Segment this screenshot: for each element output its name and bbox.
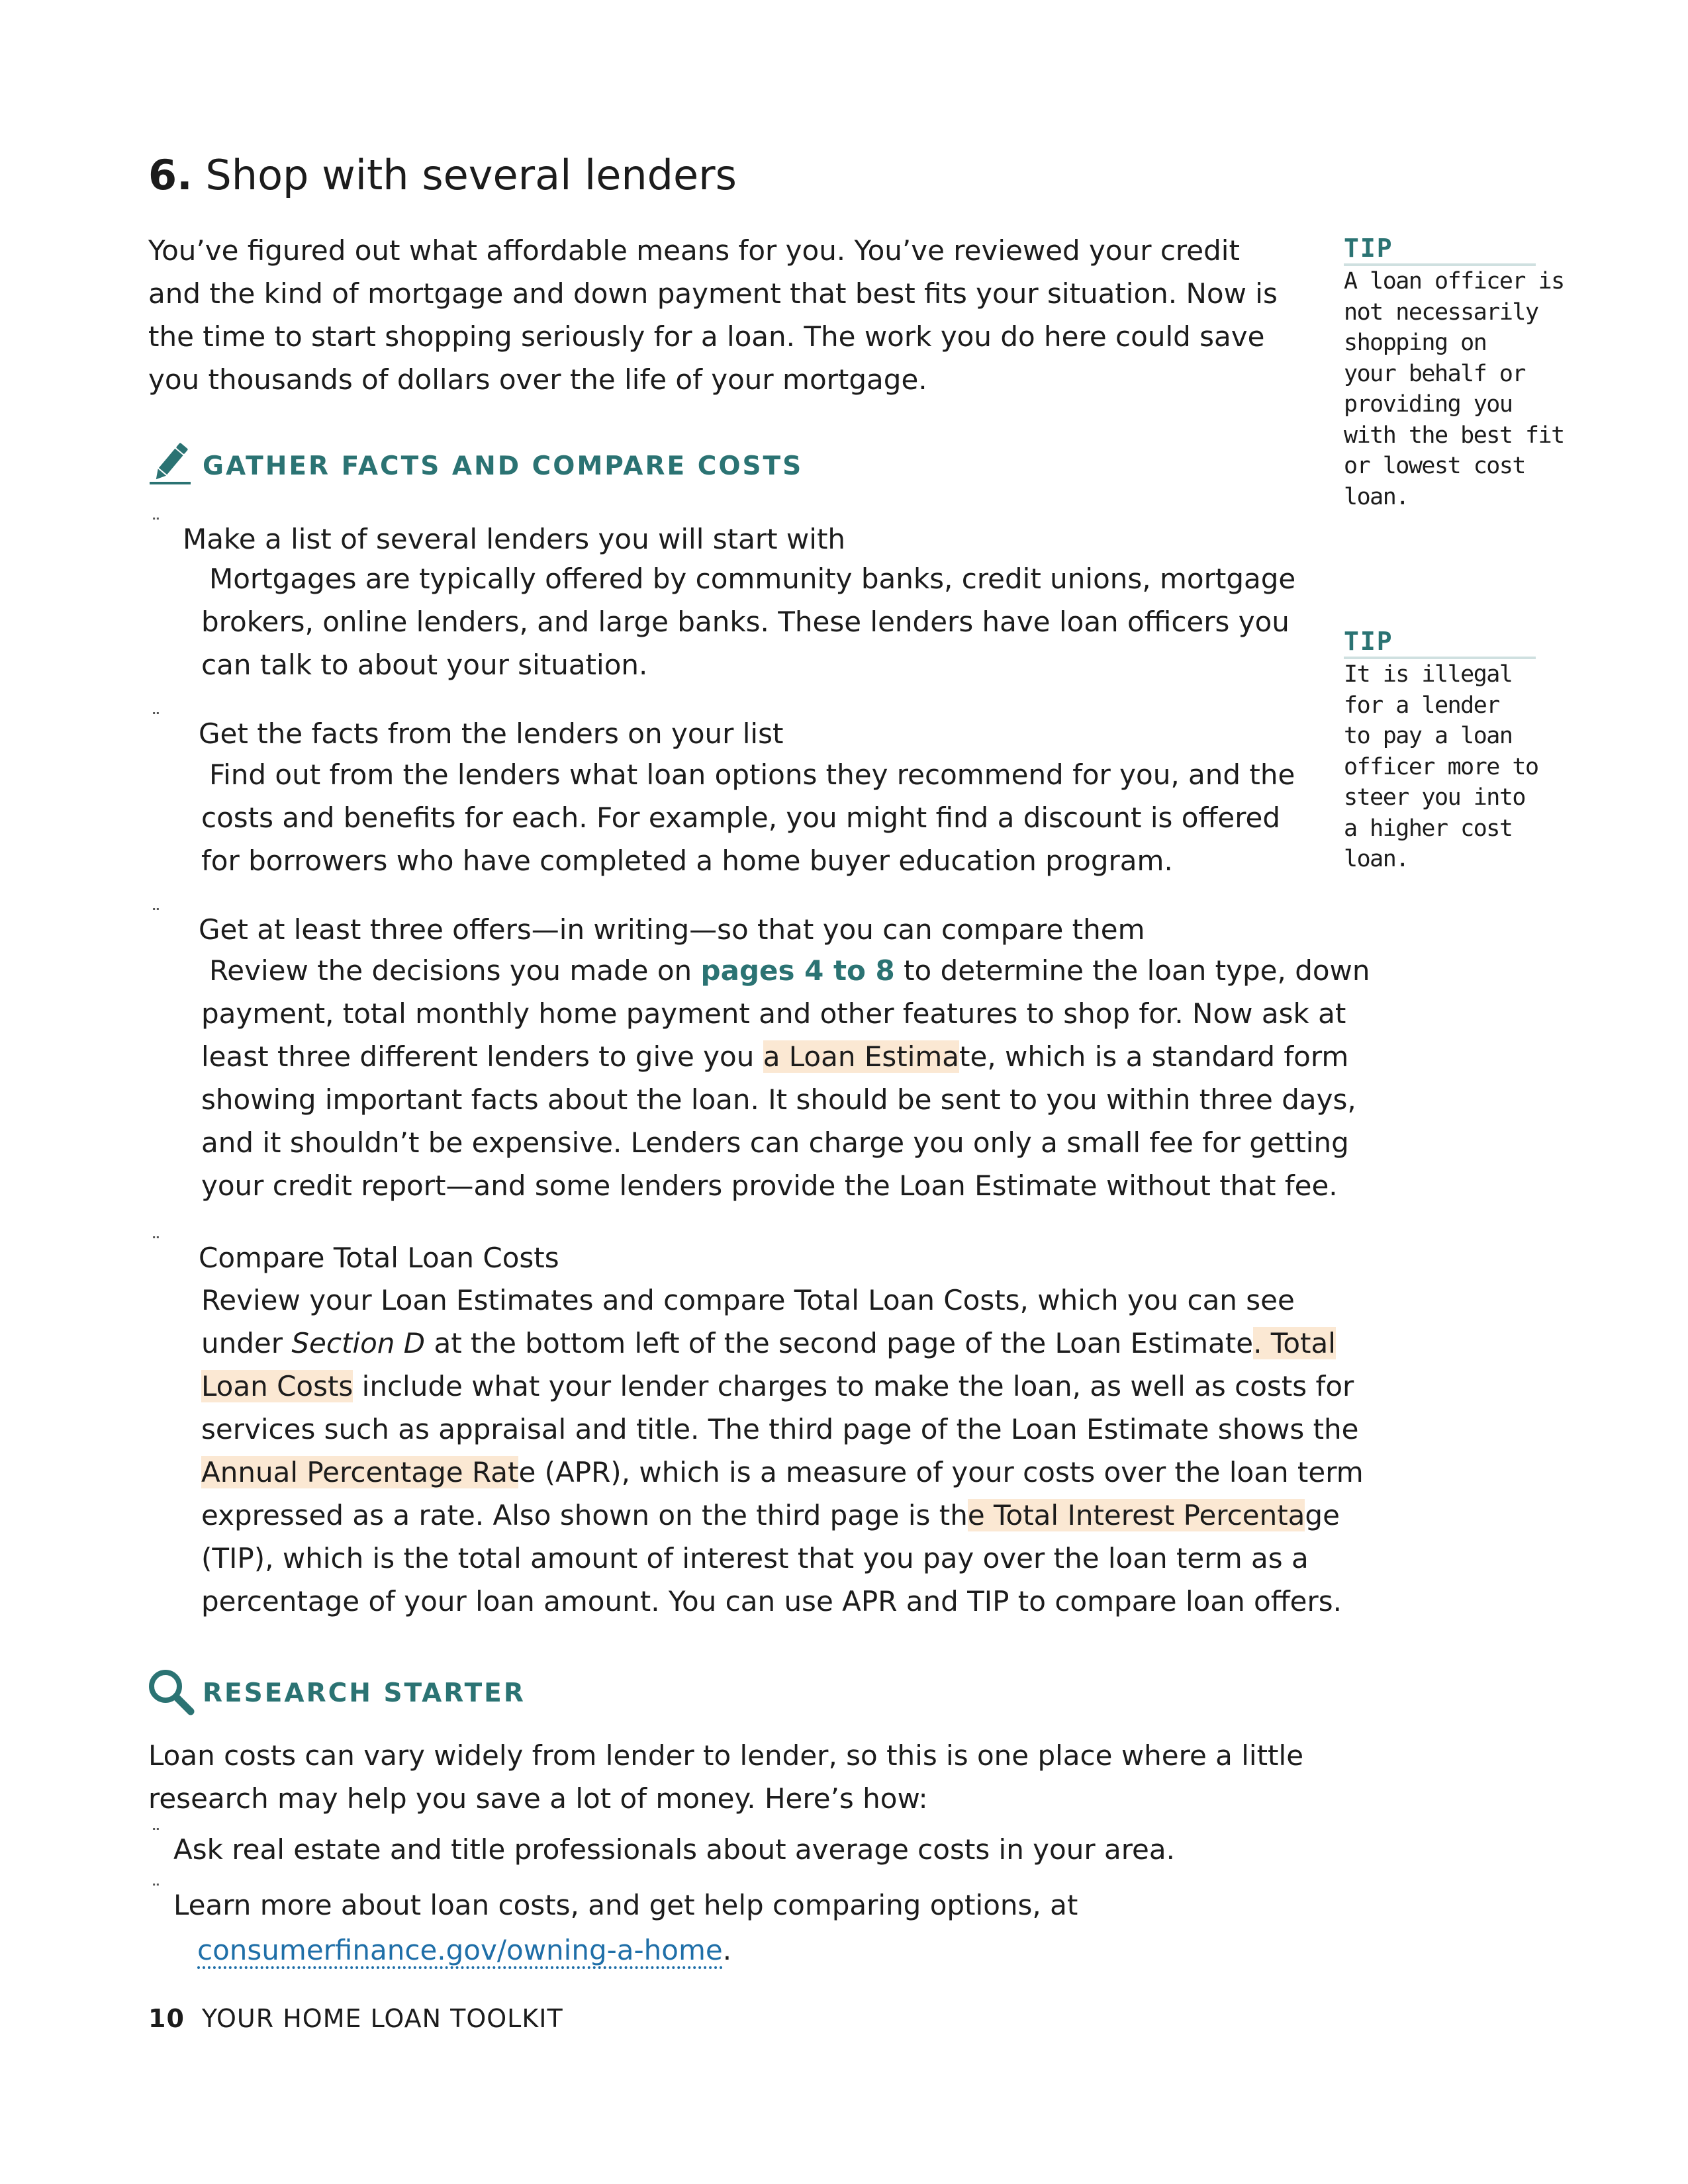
- body-text: expressed as a rate. Also shown on the third page is th: [201, 1499, 968, 1531]
- tip-text: [1344, 659, 1536, 875]
- highlighted-text: a Loan Estima: [763, 1040, 960, 1073]
- body-text: under: [201, 1327, 292, 1359]
- bullet-marker: ¨: [151, 515, 161, 538]
- list-item-title: Make a list of several lenders you will start with: [183, 523, 846, 555]
- bullet-marker: ¨: [151, 1234, 161, 1257]
- highlighted-text: e Total Interest Percenta: [967, 1499, 1305, 1531]
- link-suffix: .: [722, 1934, 732, 1966]
- body-line: Review your Loan Estimates and compare Total Loan Costs, which you can see: [201, 1284, 1295, 1316]
- tip-text: [1344, 266, 1564, 512]
- body-line: Find out from the lenders what loan options they recommend for you, and the: [209, 758, 1295, 791]
- tip-line: to pay a loan: [1344, 723, 1513, 749]
- body-text: at the bottom left of the second page of the Loan Estimate: [425, 1327, 1254, 1359]
- list-item-title: Get at least three offers—in writing—so that you can compare them: [199, 913, 1145, 946]
- research-link-line: [197, 1929, 731, 1972]
- bullet-marker: ¨: [151, 1881, 161, 1904]
- body-line: payment, total monthly home payment and other features to shop for. Now ask at: [201, 997, 1346, 1030]
- tip-line: providing you: [1344, 391, 1513, 418]
- highlighted-text: Loan Costs: [201, 1370, 353, 1402]
- body-line: costs and benefits for each. For example, you might find a discount is offered: [201, 801, 1281, 834]
- body-text: Review the decisions you made on: [209, 954, 701, 987]
- body-text: to determine the loan type, down: [894, 954, 1370, 987]
- research-section-heading: RESEARCH STARTER: [203, 1678, 526, 1708]
- body-line: Mortgages are typically offered by community banks, credit unions, mortgage: [209, 563, 1296, 595]
- pages-link[interactable]: pages 4 to 8: [700, 954, 895, 987]
- list-item-body: [201, 753, 1353, 882]
- list-item-body: [201, 557, 1353, 686]
- body-text: e (APR), which is a measure of your costs over the loan term: [518, 1456, 1364, 1488]
- tip-line: shopping on: [1344, 330, 1487, 356]
- tip-line: not necessarily: [1344, 298, 1538, 326]
- body-line: for borrowers who have completed a home buyer education program.: [201, 844, 1173, 877]
- tip-line: your behalf or: [1344, 360, 1526, 387]
- tip-line: a higher cost: [1344, 815, 1513, 842]
- consumerfinance-link[interactable]: consumerfinance.gov/owning-a-home: [197, 1934, 723, 1969]
- body-line: brokers, online lenders, and large banks. These lenders have loan officers you: [201, 606, 1289, 638]
- body-line: (TIP), which is the total amount of interest that you pay over the loan term as a: [201, 1542, 1309, 1574]
- list-item-title: Get the facts from the lenders on your list: [199, 717, 784, 750]
- bullet-marker: ¨: [151, 709, 161, 733]
- body-line: your credit report—and some lenders provide the Loan Estimate without that fee.: [201, 1169, 1338, 1202]
- section-title: Shop with several lenders: [205, 151, 737, 199]
- highlighted-text: . Total: [1253, 1327, 1336, 1359]
- body-text: include what your lender charges to make the loan, as well as costs for: [353, 1370, 1354, 1402]
- gather-section-heading: GATHER FACTS AND COMPARE COSTS: [203, 451, 804, 481]
- intro-line: You’ve figured out what affordable means for you. You’ve reviewed your credit: [148, 234, 1240, 267]
- body-text: least three different lenders to give you: [201, 1040, 763, 1073]
- tip-label: TIP: [1344, 233, 1536, 266]
- tip-box: [1344, 233, 1564, 512]
- intro-paragraph: [148, 229, 1313, 401]
- body-text: te, which is a standard form: [959, 1040, 1349, 1073]
- research-bullet: Learn more about loan costs, and get help comparing options, at: [173, 1889, 1078, 1921]
- tip-box: [1344, 626, 1536, 875]
- tip-line: or lowest cost: [1344, 453, 1526, 479]
- tip-line: loan.: [1344, 483, 1409, 510]
- research-paragraph: [148, 1734, 1303, 1820]
- page-title: [148, 151, 737, 200]
- research-bullet: Ask real estate and title professionals about average costs in your area.: [173, 1833, 1175, 1866]
- tip-line: officer more to: [1344, 753, 1538, 780]
- body-line: showing important facts about the loan. It should be sent to you within three days,: [201, 1083, 1356, 1116]
- highlighted-text: Annual Percentage Rat: [201, 1456, 519, 1488]
- page-number: 10: [148, 2004, 185, 2033]
- magnifier-icon: [147, 1668, 195, 1715]
- pencil-icon: [147, 439, 193, 486]
- body-line: research may help you save a lot of money. Here’s how:: [148, 1782, 928, 1815]
- tip-line: steer you into: [1344, 784, 1526, 811]
- tip-line: loan.: [1344, 846, 1409, 872]
- intro-line: you thousands of dollars over the life of your mortgage.: [148, 363, 927, 396]
- body-line: services such as appraisal and title. The third page of the Loan Estimate shows the: [201, 1413, 1359, 1445]
- intro-line: and the kind of mortgage and down payment that best fits your situation. Now is: [148, 277, 1278, 310]
- tip-line: for a lender: [1344, 692, 1499, 719]
- list-item-body: [201, 949, 1370, 1207]
- body-line: can talk to about your situation.: [201, 649, 648, 681]
- section-reference: Section D: [291, 1327, 426, 1359]
- list-item-title: Compare Total Loan Costs: [199, 1242, 559, 1274]
- tip-label: TIP: [1344, 626, 1536, 659]
- body-text: ge: [1305, 1499, 1340, 1531]
- footer-title: YOUR HOME LOAN TOOLKIT: [201, 2004, 563, 2033]
- intro-line: the time to start shopping seriously for a loan. The work you do here could save: [148, 320, 1265, 353]
- body-line: and it shouldn’t be expensive. Lenders can charge you only a small fee for getting: [201, 1126, 1349, 1159]
- body-line: percentage of your loan amount. You can use APR and TIP to compare loan offers.: [201, 1585, 1342, 1617]
- page-footer: [148, 2004, 563, 2033]
- section-number: 6.: [148, 151, 193, 199]
- tip-line: It is illegal: [1344, 661, 1513, 688]
- tip-line: with the best fit: [1344, 422, 1564, 449]
- bullet-marker: ¨: [151, 905, 161, 929]
- bullet-marker: ¨: [151, 1825, 161, 1848]
- tip-line: A loan officer is: [1344, 268, 1564, 295]
- body-line: Loan costs can vary widely from lender to lender, so this is one place where a little: [148, 1739, 1304, 1772]
- list-item-body: [201, 1279, 1364, 1623]
